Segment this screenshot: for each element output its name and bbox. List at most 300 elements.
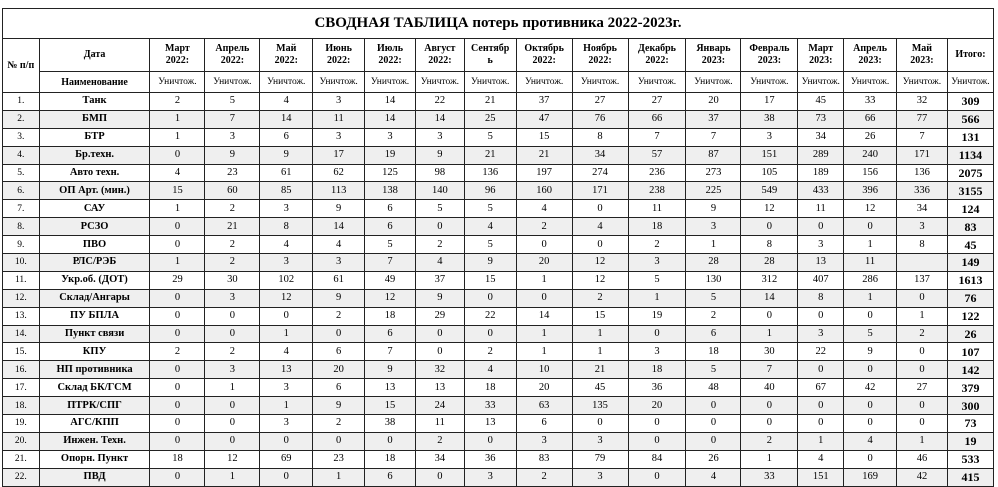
col-subheader-destroyed: Уничтож. [365, 72, 416, 93]
row-name: Опорн. Пункт [39, 450, 150, 468]
col-header-month [798, 39, 844, 72]
table-cell: 3 [798, 236, 844, 254]
table-cell: 2 [205, 200, 260, 218]
table-row [3, 325, 994, 343]
table-cell: 0 [844, 397, 897, 415]
month-name: Май [276, 43, 297, 54]
table-cell: 33 [464, 397, 516, 415]
table-cell: 14 [415, 110, 464, 128]
table-cell: 238 [628, 182, 686, 200]
table-cell: 0 [628, 432, 686, 450]
table-cell: 42 [844, 379, 897, 397]
table-cell: 15 [365, 397, 416, 415]
table-cell: 96 [464, 182, 516, 200]
col-subheader-destroyed: Уничтож. [415, 72, 464, 93]
row-total: 73 [947, 415, 993, 433]
row-number: 8. [3, 218, 40, 236]
table-cell: 0 [150, 146, 205, 164]
table-cell: 0 [844, 415, 897, 433]
table-cell: 11 [415, 415, 464, 433]
table-cell: 4 [415, 254, 464, 272]
table-cell: 13 [464, 415, 516, 433]
row-name: Инжен. Техн. [39, 432, 150, 450]
table-cell: 9 [415, 289, 464, 307]
row-total: 309 [947, 93, 993, 111]
table-cell: 136 [897, 164, 948, 182]
table-cell: 1 [516, 343, 572, 361]
month-year: 2022: [645, 55, 669, 66]
row-total: 131 [947, 128, 993, 146]
table-cell: 14 [365, 110, 416, 128]
table-cell: 151 [798, 468, 844, 486]
table-cell: 3 [313, 128, 365, 146]
table-cell: 8 [260, 218, 313, 236]
col-header-month [741, 39, 798, 72]
table-cell: 0 [205, 325, 260, 343]
table-cell: 0 [844, 307, 897, 325]
table-cell: 140 [415, 182, 464, 200]
table-cell: 312 [741, 271, 798, 289]
table-cell: 0 [628, 415, 686, 433]
table-cell: 18 [464, 379, 516, 397]
table-body [3, 93, 994, 487]
table-cell: 6 [365, 468, 416, 486]
table-cell: 0 [205, 432, 260, 450]
col-header-month [313, 39, 365, 72]
table-cell: 2 [516, 468, 572, 486]
table-cell: 0 [516, 236, 572, 254]
row-number: 6. [3, 182, 40, 200]
table-cell: 13 [798, 254, 844, 272]
table-cell: 40 [741, 379, 798, 397]
row-name: САУ [39, 200, 150, 218]
table-cell: 6 [686, 325, 741, 343]
row-total: 122 [947, 307, 993, 325]
table-cell: 4 [516, 200, 572, 218]
table-cell: 0 [572, 415, 628, 433]
table-cell: 63 [516, 397, 572, 415]
table-cell: 1 [844, 236, 897, 254]
month-name: Ноябрь [583, 43, 617, 54]
month-year: ь [487, 55, 493, 66]
table-cell: 0 [464, 432, 516, 450]
table-cell: 5 [464, 236, 516, 254]
table-cell: 5 [365, 236, 416, 254]
table-row [3, 343, 994, 361]
row-name: БТР [39, 128, 150, 146]
table-cell: 0 [798, 361, 844, 379]
table-cell: 18 [628, 361, 686, 379]
summary-table [2, 8, 994, 487]
row-total: 1134 [947, 146, 993, 164]
row-number: 10. [3, 254, 40, 272]
table-cell: 0 [260, 432, 313, 450]
row-number: 2. [3, 110, 40, 128]
table-cell: 27 [572, 93, 628, 111]
table-cell: 1 [150, 254, 205, 272]
col-header-month [260, 39, 313, 72]
table-cell: 66 [844, 110, 897, 128]
table-cell: 34 [798, 128, 844, 146]
table-cell: 45 [572, 379, 628, 397]
table-cell: 15 [572, 307, 628, 325]
table-cell: 137 [897, 271, 948, 289]
table-cell: 0 [516, 289, 572, 307]
table-cell: 136 [464, 164, 516, 182]
table-cell: 3 [415, 128, 464, 146]
table-cell: 11 [798, 200, 844, 218]
table-row [3, 379, 994, 397]
row-number: 13. [3, 307, 40, 325]
table-cell: 396 [844, 182, 897, 200]
table-cell: 0 [741, 218, 798, 236]
month-year: 2023: [757, 55, 782, 66]
table-cell: 37 [415, 271, 464, 289]
table-cell: 171 [572, 182, 628, 200]
row-number: 5. [3, 164, 40, 182]
table-cell: 433 [798, 182, 844, 200]
table-cell: 7 [365, 343, 416, 361]
table-cell: 42 [897, 468, 948, 486]
table-cell: 66 [628, 110, 686, 128]
table-cell: 7 [686, 128, 741, 146]
table-cell: 1 [260, 325, 313, 343]
table-cell: 8 [897, 236, 948, 254]
table-cell: 9 [844, 343, 897, 361]
month-name: Февраль [749, 43, 790, 54]
col-header-month [844, 39, 897, 72]
table-cell: 0 [464, 289, 516, 307]
row-total: 566 [947, 110, 993, 128]
table-cell: 37 [516, 93, 572, 111]
table-cell: 6 [313, 343, 365, 361]
table-row [3, 164, 994, 182]
row-name: Пункт связи [39, 325, 150, 343]
table-cell: 2 [741, 432, 798, 450]
month-year: 2022: [588, 55, 612, 66]
col-header-date: Дата [39, 39, 150, 72]
table-cell: 1 [516, 325, 572, 343]
table-cell: 28 [686, 254, 741, 272]
table-cell: 20 [686, 93, 741, 111]
table-cell: 2 [628, 236, 686, 254]
row-total: 415 [947, 468, 993, 486]
table-cell: 47 [516, 110, 572, 128]
month-name: Апрель [853, 43, 888, 54]
table-cell: 2 [205, 254, 260, 272]
col-subheader-destroyed: Уничтож. [628, 72, 686, 93]
row-name: Бр.техн. [39, 146, 150, 164]
table-cell: 3 [260, 200, 313, 218]
table-cell: 0 [686, 415, 741, 433]
table-cell: 38 [741, 110, 798, 128]
col-subheader-destroyed: Уничтож. [516, 72, 572, 93]
table-cell: 4 [844, 432, 897, 450]
month-name: Сентябр [471, 43, 510, 54]
row-total: 124 [947, 200, 993, 218]
table-cell: 21 [464, 146, 516, 164]
table-cell: 34 [415, 450, 464, 468]
table-cell: 5 [415, 200, 464, 218]
table-cell: 0 [415, 218, 464, 236]
col-subheader-destroyed: Уничтож. [686, 72, 741, 93]
table-cell: 12 [844, 200, 897, 218]
table-cell: 3 [205, 128, 260, 146]
table-cell: 4 [464, 361, 516, 379]
row-total: 2075 [947, 164, 993, 182]
table-row [3, 271, 994, 289]
table-cell: 61 [260, 164, 313, 182]
row-total: 76 [947, 289, 993, 307]
table-cell: 24 [415, 397, 464, 415]
table-cell: 69 [260, 450, 313, 468]
table-cell: 5 [628, 271, 686, 289]
row-name: ПВО [39, 236, 150, 254]
table-cell: 76 [572, 110, 628, 128]
row-name: Склад БК/ГСМ [39, 379, 150, 397]
table-cell: 21 [205, 218, 260, 236]
table-cell: 105 [741, 164, 798, 182]
col-header-month [628, 39, 686, 72]
table-cell: 2 [516, 218, 572, 236]
month-name: Август [424, 43, 456, 54]
month-year: 2023: [809, 55, 833, 66]
table-cell: 9 [313, 289, 365, 307]
table-cell: 0 [150, 361, 205, 379]
table-cell: 36 [628, 379, 686, 397]
row-total: 26 [947, 325, 993, 343]
col-subheader-destroyed: Уничтож. [150, 72, 205, 93]
table-cell: 48 [686, 379, 741, 397]
month-year: 2022: [326, 55, 351, 66]
table-cell: 14 [741, 289, 798, 307]
table-cell: 0 [844, 218, 897, 236]
month-name: Июль [376, 43, 404, 54]
table-cell: 33 [844, 93, 897, 111]
month-year: 2023: [701, 55, 726, 66]
table-cell: 3 [628, 343, 686, 361]
table-cell: 1 [897, 307, 948, 325]
month-year: 2022: [165, 55, 190, 66]
table-cell: 21 [516, 146, 572, 164]
table-cell: 73 [798, 110, 844, 128]
table-cell: 15 [464, 271, 516, 289]
table-cell: 3 [464, 468, 516, 486]
month-name: Апрель [215, 43, 250, 54]
month-year: 2022: [428, 55, 452, 66]
row-total: 533 [947, 450, 993, 468]
month-year: 2023: [858, 55, 882, 66]
table-cell: 1 [150, 128, 205, 146]
table-cell: 1 [572, 343, 628, 361]
row-name: НП противника [39, 361, 150, 379]
row-total: 19 [947, 432, 993, 450]
table-cell: 11 [844, 254, 897, 272]
table-cell: 2 [313, 415, 365, 433]
table-cell: 1 [150, 200, 205, 218]
table-row [3, 468, 994, 486]
table-cell: 4 [313, 236, 365, 254]
row-name: АГС/КПП [39, 415, 150, 433]
table-cell: 27 [628, 93, 686, 111]
col-subheader-destroyed: Уничтож. [464, 72, 516, 93]
table-cell: 4 [260, 343, 313, 361]
table-row [3, 289, 994, 307]
row-number: 9. [3, 236, 40, 254]
table-cell: 85 [260, 182, 313, 200]
row-name: ОП Арт. (мин.) [39, 182, 150, 200]
table-cell: 83 [516, 450, 572, 468]
table-cell: 9 [260, 146, 313, 164]
month-name: Январь [696, 43, 731, 54]
table-cell: 9 [365, 361, 416, 379]
table-cell: 26 [686, 450, 741, 468]
table-cell: 4 [572, 218, 628, 236]
table-cell: 2 [415, 236, 464, 254]
col-subheader-destroyed: Уничтож. [897, 72, 948, 93]
month-year: 2022: [220, 55, 245, 66]
row-name: ПТРК/СПГ [39, 397, 150, 415]
table-row [3, 450, 994, 468]
table-cell: 2 [313, 307, 365, 325]
col-subheader-destroyed: Уничтож. [844, 72, 897, 93]
row-name: РСЗО [39, 218, 150, 236]
table-cell: 8 [798, 289, 844, 307]
table-cell: 6 [365, 200, 416, 218]
table-row [3, 146, 994, 164]
row-total: 45 [947, 236, 993, 254]
table-cell: 3 [798, 325, 844, 343]
table-cell: 5 [686, 289, 741, 307]
table-cell: 3 [313, 254, 365, 272]
table-cell: 0 [260, 307, 313, 325]
table-cell: 9 [205, 146, 260, 164]
row-total: 83 [947, 218, 993, 236]
table-cell: 77 [897, 110, 948, 128]
col-header-month [205, 39, 260, 72]
table-cell: 2 [205, 343, 260, 361]
table-cell [897, 254, 948, 272]
row-total: 3155 [947, 182, 993, 200]
table-cell: 84 [628, 450, 686, 468]
table-cell: 11 [313, 110, 365, 128]
row-number: 7. [3, 200, 40, 218]
col-subheader-destroyed: Уничтож. [947, 72, 993, 93]
col-subheader-destroyed: Уничтож. [260, 72, 313, 93]
table-cell: 12 [365, 289, 416, 307]
table-cell: 38 [365, 415, 416, 433]
row-total: 300 [947, 397, 993, 415]
table-cell: 13 [365, 379, 416, 397]
table-cell: 1 [897, 432, 948, 450]
col-header-month [150, 39, 205, 72]
table-cell: 0 [798, 307, 844, 325]
table-cell: 6 [516, 415, 572, 433]
row-number: 4. [3, 146, 40, 164]
table-cell: 0 [741, 397, 798, 415]
table-cell: 20 [516, 254, 572, 272]
table-cell: 3 [260, 254, 313, 272]
table-cell: 9 [313, 397, 365, 415]
table-cell: 0 [686, 397, 741, 415]
table-cell: 0 [150, 379, 205, 397]
table-cell: 4 [464, 218, 516, 236]
table-cell: 0 [150, 289, 205, 307]
table-cell: 10 [516, 361, 572, 379]
table-cell: 45 [798, 93, 844, 111]
table-cell: 0 [686, 432, 741, 450]
table-cell: 0 [897, 415, 948, 433]
table-cell: 0 [313, 325, 365, 343]
table-cell: 67 [798, 379, 844, 397]
row-name: БМП [39, 110, 150, 128]
table-cell: 3 [365, 128, 416, 146]
table-cell: 4 [260, 93, 313, 111]
col-header-month [415, 39, 464, 72]
table-cell: 21 [572, 361, 628, 379]
table-cell: 160 [516, 182, 572, 200]
table-cell: 0 [897, 289, 948, 307]
table-cell: 3 [628, 254, 686, 272]
table-cell: 113 [313, 182, 365, 200]
row-number: 1. [3, 93, 40, 111]
table-cell: 0 [205, 397, 260, 415]
table-row [3, 432, 994, 450]
row-total: 379 [947, 379, 993, 397]
table-cell: 0 [628, 325, 686, 343]
table-cell: 23 [313, 450, 365, 468]
table-cell: 62 [313, 164, 365, 182]
col-subheader-destroyed: Уничтож. [313, 72, 365, 93]
table-cell: 336 [897, 182, 948, 200]
table-row [3, 128, 994, 146]
table-cell: 2 [150, 343, 205, 361]
table-cell: 12 [205, 450, 260, 468]
row-total: 107 [947, 343, 993, 361]
table-cell: 0 [150, 432, 205, 450]
table-cell: 3 [572, 468, 628, 486]
col-header-month [686, 39, 741, 72]
table-cell: 18 [150, 450, 205, 468]
table-cell: 0 [415, 325, 464, 343]
table-cell: 0 [741, 415, 798, 433]
table-row [3, 307, 994, 325]
table-cell: 0 [205, 415, 260, 433]
row-name: Авто техн. [39, 164, 150, 182]
table-cell: 5 [464, 200, 516, 218]
table-cell: 0 [415, 468, 464, 486]
row-number: 12. [3, 289, 40, 307]
table-cell: 4 [150, 164, 205, 182]
table-cell: 0 [798, 218, 844, 236]
table-cell: 1 [150, 110, 205, 128]
col-header-month [464, 39, 516, 72]
table-cell: 0 [798, 397, 844, 415]
table-row [3, 236, 994, 254]
table-cell: 18 [365, 450, 416, 468]
table-cell: 49 [365, 271, 416, 289]
table-cell: 0 [844, 361, 897, 379]
table-cell: 0 [844, 450, 897, 468]
col-subheader-destroyed: Уничтож. [741, 72, 798, 93]
table-cell: 0 [150, 325, 205, 343]
table-cell: 135 [572, 397, 628, 415]
col-header-number: № п/п [3, 39, 40, 93]
table-cell: 61 [313, 271, 365, 289]
table-cell: 0 [150, 218, 205, 236]
table-cell: 3 [205, 289, 260, 307]
table-cell: 32 [897, 93, 948, 111]
